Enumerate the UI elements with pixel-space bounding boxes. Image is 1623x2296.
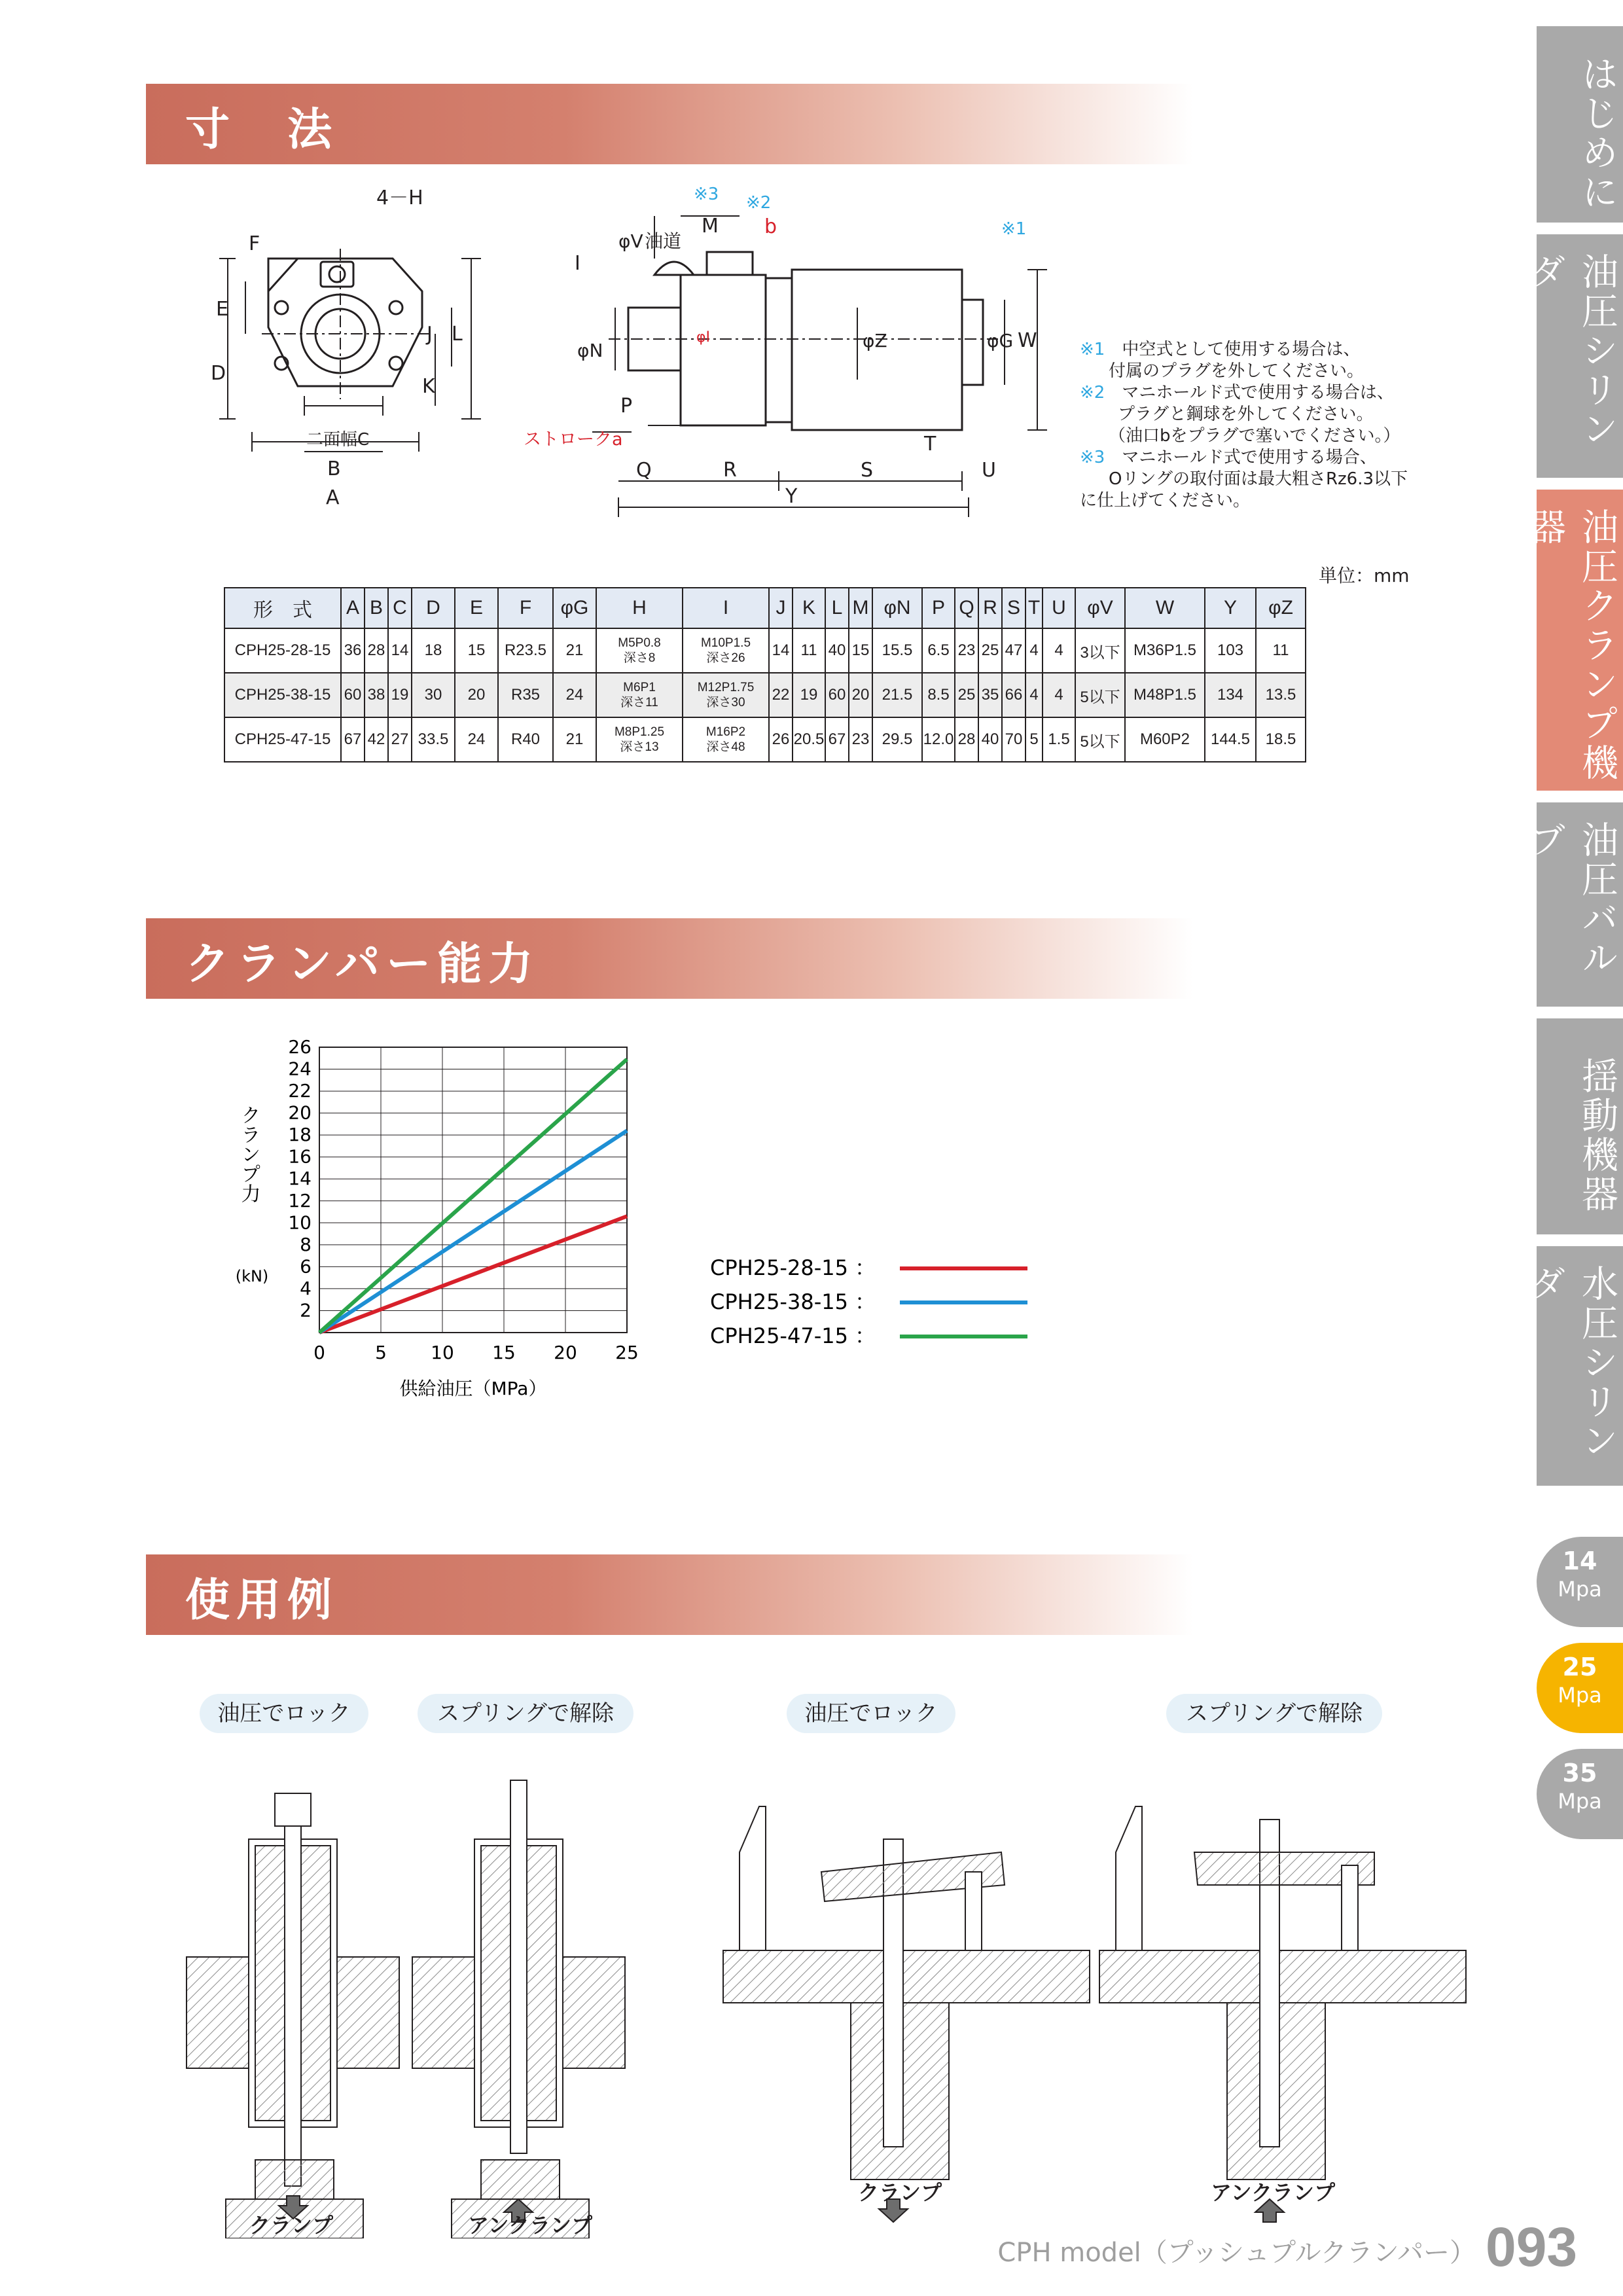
label-m: M	[702, 215, 719, 238]
table-cell: 66	[1002, 673, 1026, 717]
table-header-cell: φZ	[1256, 588, 1306, 628]
x-tick-label: 5	[375, 1342, 387, 1363]
table-cell: CPH25-38-15	[224, 673, 341, 717]
note-text: に仕上げてください。	[1080, 491, 1251, 511]
section-header-capacity	[146, 918, 1193, 999]
table-cell: 20	[849, 673, 872, 717]
usage-pill-1: 油圧でロック	[200, 1694, 368, 1733]
spec-table	[224, 587, 1306, 762]
table-cell: M5P0.8 深さ8	[596, 628, 683, 673]
table-cell: 5以下	[1075, 717, 1125, 762]
legend-label-2: CPH25-38-15 ：	[710, 1289, 876, 1314]
note-1	[1080, 339, 1472, 361]
table-cell: 103	[1205, 628, 1256, 673]
section-title: 使用例	[185, 1575, 339, 1626]
table-cell: R35	[498, 673, 553, 717]
table-cell: 5以下	[1075, 673, 1125, 717]
pressure-tab-14[interactable]	[1537, 1537, 1623, 1627]
table-header-cell: Y	[1205, 588, 1256, 628]
label-e: E	[216, 298, 228, 321]
footer-model: CPH model（プッシュプルクランパー）	[997, 2238, 1476, 2268]
x-tick-label: 15	[492, 1342, 516, 1363]
table-cell: 22	[769, 673, 793, 717]
table-header-cell: W	[1125, 588, 1205, 628]
table-cell: 67	[825, 717, 849, 762]
table-cell: 14	[388, 628, 412, 673]
note-3	[1080, 447, 1472, 469]
label-note1: ※1	[1001, 219, 1027, 239]
table-cell: M8P1.25 深さ13	[596, 717, 683, 762]
y-tick-label: 6	[300, 1255, 312, 1278]
table-cell: 24	[553, 673, 596, 717]
table-cell: 5	[1026, 717, 1043, 762]
table-header-cell: C	[388, 588, 412, 628]
clamp-force-chart	[223, 1021, 1073, 1492]
table-header-cell: J	[769, 588, 793, 628]
section-title: 寸 法	[185, 104, 339, 156]
legend-label-3: CPH25-47-15 ：	[710, 1323, 876, 1348]
table-header-row	[224, 588, 1306, 628]
label-yuro: 油道	[645, 230, 682, 252]
table-cell: M12P1.75 深さ30	[683, 673, 769, 717]
table-cell: 15.5	[872, 628, 922, 673]
table-cell: 24	[455, 717, 498, 762]
pressure-value: 14	[1562, 1547, 1597, 1575]
table-cell: CPH25-28-15	[224, 628, 341, 673]
table-header-cell: U	[1043, 588, 1075, 628]
table-cell: 21	[553, 717, 596, 762]
label-port-b: b	[764, 215, 777, 238]
table-header-cell: F	[498, 588, 553, 628]
note-text: 付属のプラグを外してください。	[1109, 361, 1364, 381]
table-cell: 12.0	[922, 717, 955, 762]
table-cell: 27	[388, 717, 412, 762]
table-header-cell: A	[341, 588, 365, 628]
table-cell: 29.5	[872, 717, 922, 762]
x-axis-label: 供給油圧（MPa）	[399, 1378, 547, 1399]
note-mark: ※1	[1080, 340, 1105, 359]
table-header-cell: B	[365, 588, 388, 628]
table-body	[224, 628, 1306, 762]
table-cell: 28	[365, 628, 388, 673]
note-text: 中空式として使用する場合は、	[1122, 340, 1361, 359]
usage-example-4	[1099, 1806, 1466, 2179]
label-4-h: 4－H	[376, 187, 423, 209]
section-title: クランパー能力	[185, 939, 540, 990]
label-phi-g: φG	[987, 330, 1014, 351]
table-cell: 70	[1002, 717, 1026, 762]
side-tab-hydraulic-cylinder[interactable]: 油圧シリンダ	[1537, 234, 1623, 478]
side-tab-hydraulic-valve[interactable]: 油圧バルブ	[1537, 802, 1623, 1007]
y-axis-label: クランプ力	[237, 1105, 260, 1203]
table-row	[224, 673, 1306, 717]
table-cell: 23	[849, 717, 872, 762]
table-cell: M10P1.5 深さ26	[683, 628, 769, 673]
note-text: プラグと鋼球を外してください。	[1118, 404, 1374, 424]
x-tick-label: 10	[431, 1342, 454, 1363]
table-cell: 19	[388, 673, 412, 717]
table-header-cell: E	[455, 588, 498, 628]
label-r: R	[723, 459, 737, 482]
y-axis-unit: (kN)	[235, 1267, 269, 1285]
label-stroke-a: ストロークa	[524, 429, 623, 450]
table-cell: M16P2 深さ48	[683, 717, 769, 762]
y-tick-label: 14	[288, 1168, 312, 1190]
table-cell: 38	[365, 673, 388, 717]
note-text: マニホールド式で使用する場合、	[1122, 448, 1377, 467]
side-tab-intro[interactable]: はじめに	[1537, 26, 1623, 223]
table-cell: 15	[849, 628, 872, 673]
note-mark: ※3	[1080, 448, 1105, 467]
table-cell: 33.5	[412, 717, 455, 762]
y-tick-label: 2	[300, 1299, 312, 1321]
table-cell: 42	[365, 717, 388, 762]
label-l: L	[452, 323, 463, 346]
section-header-usage	[146, 1554, 1193, 1635]
table-header-cell: R	[978, 588, 1002, 628]
label-q: Q	[636, 459, 652, 482]
table-header-cell: K	[793, 588, 825, 628]
y-tick-label: 10	[288, 1211, 312, 1234]
y-tick-label: 8	[300, 1233, 312, 1255]
table-cell: 1.5	[1043, 717, 1075, 762]
table-cell: 144.5	[1205, 717, 1256, 762]
x-tick-label: 20	[554, 1342, 577, 1363]
table-cell: R23.5	[498, 628, 553, 673]
y-tick-label: 26	[288, 1036, 312, 1058]
y-tick-label: 4	[300, 1277, 312, 1299]
table-header-cell: φN	[872, 588, 922, 628]
usage-illustrations	[177, 1767, 1492, 2238]
label-p: P	[620, 395, 633, 418]
table-cell: 21	[553, 628, 596, 673]
table-cell: 18.5	[1256, 717, 1306, 762]
y-tick-label: 16	[288, 1145, 312, 1168]
table-header-cell: 形 式	[224, 588, 341, 628]
table-cell: 23	[955, 628, 978, 673]
table-cell: 3以下	[1075, 628, 1125, 673]
table-header-cell: M	[849, 588, 872, 628]
label-nimen-c: 二面幅C	[306, 430, 370, 450]
side-tab-hydraulic-clamp[interactable]: 油圧クランプ機器	[1537, 490, 1623, 791]
table-cell: 20.5	[793, 717, 825, 762]
label-note2: ※2	[746, 193, 772, 213]
table-row	[224, 717, 1306, 762]
notes	[1080, 339, 1472, 512]
table-cell: 25	[978, 628, 1002, 673]
usage-pill-4: スプリングで解除	[1166, 1694, 1382, 1733]
table-cell: 20	[455, 673, 498, 717]
note-text: （油口bをプラグで塞いでください。）	[1109, 426, 1400, 446]
y-tick-label: 24	[288, 1058, 312, 1080]
table-cell: 4	[1043, 673, 1075, 717]
label-u: U	[982, 459, 996, 482]
table-cell: 67	[341, 717, 365, 762]
pressure-tab-35[interactable]	[1537, 1749, 1623, 1839]
table-cell: 11	[793, 628, 825, 673]
usage-example-2	[412, 1780, 625, 2238]
label-phi-i: φI	[696, 329, 711, 346]
y-tick-label: 20	[288, 1102, 312, 1124]
table-cell: 30	[412, 673, 455, 717]
page-number: 093	[1486, 2216, 1578, 2278]
table-cell: 4	[1026, 628, 1043, 673]
table-cell: 40	[825, 628, 849, 673]
label-note3: ※3	[694, 185, 719, 204]
y-tick-label: 22	[288, 1080, 312, 1102]
table-cell: 21.5	[872, 673, 922, 717]
table-header-cell: I	[683, 588, 769, 628]
table-cell: 19	[793, 673, 825, 717]
note-text: マニホールド式で使用する場合は、	[1122, 383, 1394, 403]
pressure-tab-25[interactable]	[1537, 1643, 1623, 1733]
table-cell: 18	[412, 628, 455, 673]
usage-example-3	[723, 1806, 1090, 2179]
usage-pill-2: スプリングで解除	[418, 1694, 633, 1733]
table-header-cell: T	[1026, 588, 1043, 628]
x-tick-label: 0	[313, 1342, 325, 1363]
table-cell: M48P1.5	[1125, 673, 1205, 717]
note-text: Oリングの取付面は最大粗さRz6.3以下	[1109, 469, 1408, 489]
table-cell: 40	[978, 717, 1002, 762]
note-mark: ※2	[1080, 383, 1105, 403]
label-phi-z: φZ	[863, 330, 887, 351]
flange-outline	[268, 259, 422, 386]
pressure-unit: Mpa	[1558, 1577, 1602, 1602]
label-k: K	[422, 375, 435, 398]
table-header-cell: Q	[955, 588, 978, 628]
table-cell: 13.5	[1256, 673, 1306, 717]
table-header-cell: φG	[553, 588, 596, 628]
table-cell: 6.5	[922, 628, 955, 673]
label-s: S	[861, 459, 874, 482]
usage-caption-2: アンクランプ	[467, 2213, 593, 2238]
pressure-value: 35	[1562, 1759, 1597, 1787]
label-f: F	[249, 232, 260, 255]
table-cell: 60	[341, 673, 365, 717]
usage-caption-1: クランプ	[249, 2213, 333, 2238]
pressure-unit: Mpa	[1558, 1683, 1602, 1708]
table-header-cell: L	[825, 588, 849, 628]
table-cell: 134	[1205, 673, 1256, 717]
y-tick-label: 12	[288, 1189, 312, 1211]
label-a: A	[326, 486, 340, 509]
label-phi-v: φV	[618, 230, 643, 252]
table-cell: R40	[498, 717, 553, 762]
label-t: T	[924, 433, 936, 456]
usage-caption-4: アンクランプ	[1210, 2180, 1336, 2205]
table-row	[224, 628, 1306, 673]
label-d: D	[211, 362, 226, 385]
unit-label: 単位：mm	[1319, 565, 1410, 586]
usage-example-1	[187, 1793, 399, 2238]
usage-pill-3: 油圧でロック	[787, 1694, 955, 1733]
table-cell: 28	[955, 717, 978, 762]
table-cell: 35	[978, 673, 1002, 717]
table-header-cell: H	[596, 588, 683, 628]
label-phi-n: φN	[577, 340, 603, 361]
y-tick-label: 18	[288, 1124, 312, 1146]
table-cell: CPH25-47-15	[224, 717, 341, 762]
table-cell: 15	[455, 628, 498, 673]
x-tick-label: 25	[615, 1342, 639, 1363]
table-cell: 4	[1026, 673, 1043, 717]
side-tab-rotary-actuator[interactable]: 揺動機器	[1537, 1018, 1623, 1234]
table-cell: 8.5	[922, 673, 955, 717]
table-cell: 26	[769, 717, 793, 762]
table-cell: 11	[1256, 628, 1306, 673]
pressure-unit: Mpa	[1558, 1789, 1602, 1814]
table-header-cell: φV	[1075, 588, 1125, 628]
usage-caption-3: クランプ	[857, 2180, 942, 2205]
side-tab-water-cylinder[interactable]: 水圧シリンダ	[1537, 1246, 1623, 1486]
table-header-cell: P	[922, 588, 955, 628]
table-cell: M6P1 深さ11	[596, 673, 683, 717]
label-i: I	[575, 252, 580, 275]
table-cell: 14	[769, 628, 793, 673]
table-cell: 60	[825, 673, 849, 717]
table-cell: 4	[1043, 628, 1075, 673]
pressure-value: 25	[1562, 1653, 1597, 1681]
side-body-flange	[681, 275, 766, 425]
table-cell: 36	[341, 628, 365, 673]
legend-label-1: CPH25-28-15 ：	[710, 1255, 876, 1280]
label-y: Y	[785, 485, 798, 508]
table-cell: 25	[955, 673, 978, 717]
table-header-cell: S	[1002, 588, 1026, 628]
note-2	[1080, 382, 1472, 404]
label-j: J	[427, 323, 433, 346]
table-cell: M36P1.5	[1125, 628, 1205, 673]
table-cell: M60P2	[1125, 717, 1205, 762]
label-w: W	[1018, 329, 1037, 352]
table-header-cell: D	[412, 588, 455, 628]
label-b: B	[327, 457, 341, 480]
table-cell: 47	[1002, 628, 1026, 673]
